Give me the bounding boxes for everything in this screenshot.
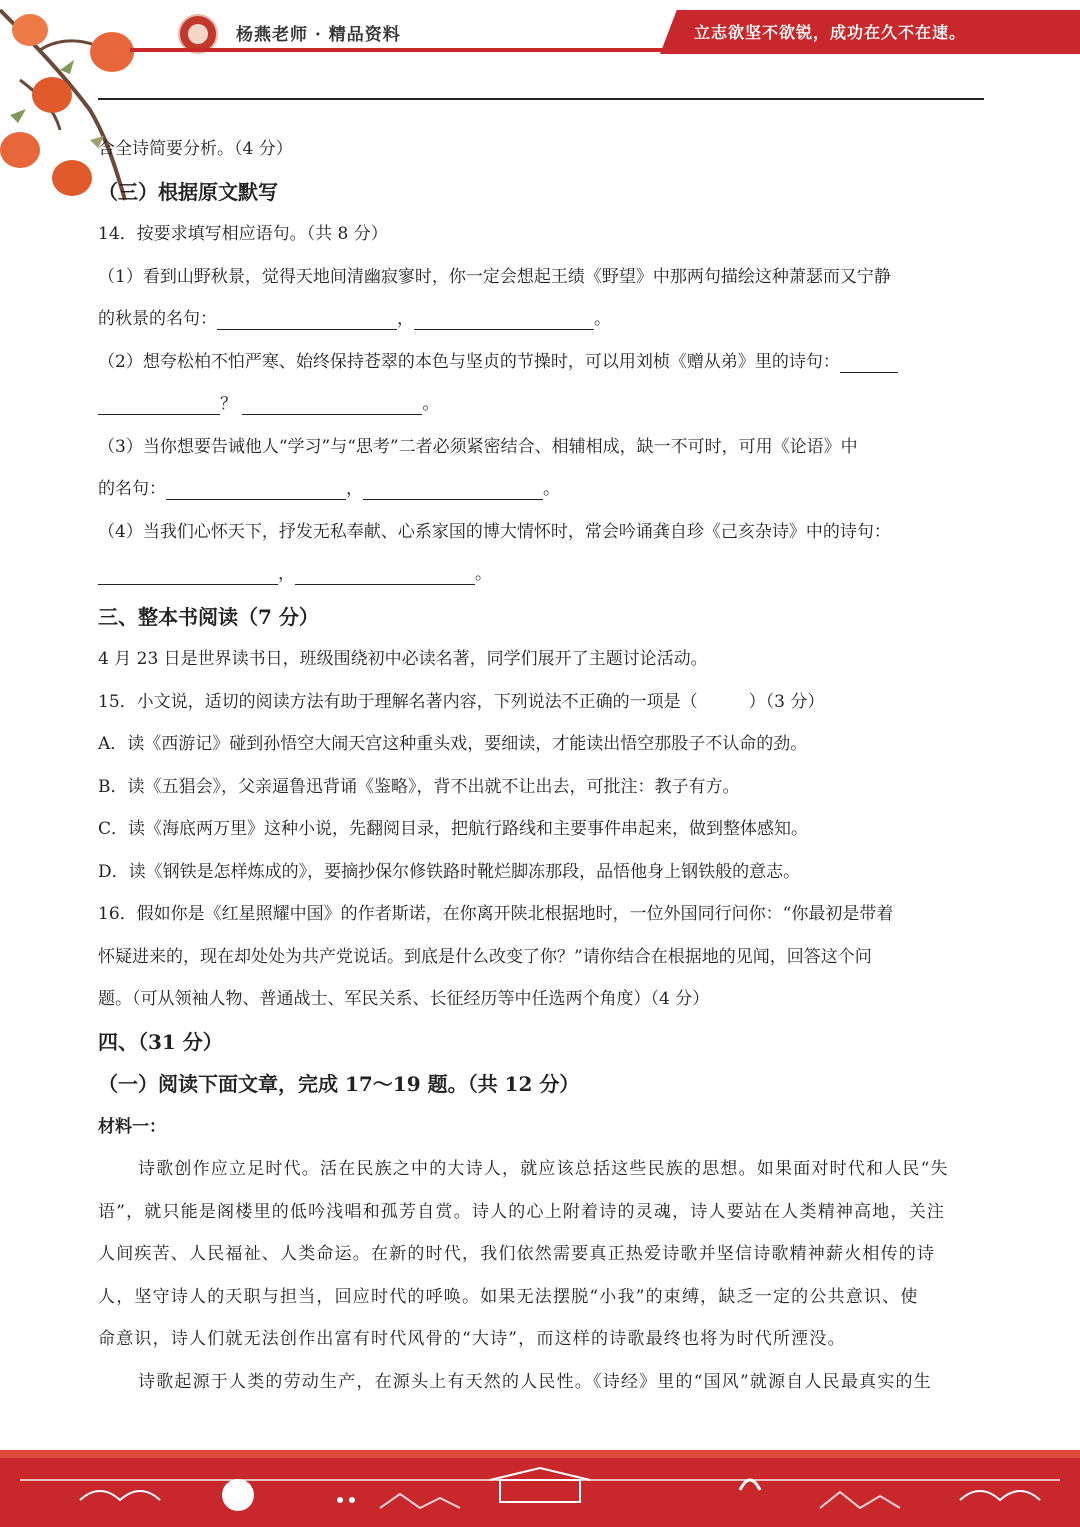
punct-span: 。 bbox=[475, 564, 492, 584]
fill-line bbox=[98, 468, 984, 511]
answer-rule bbox=[98, 98, 984, 100]
punct-span: ？ bbox=[220, 394, 237, 414]
punct-span: ， bbox=[346, 479, 363, 499]
passage-line: 诗歌创作应立足时代。活在民族之中的大诗人，就应该总括这些民族的思想。如果面对时代和人民“失 bbox=[138, 1159, 949, 1179]
fill-line bbox=[98, 298, 984, 341]
text-line: 4 月 23 日是世界读书日，班级围绕初中必读名著，同学们展开了主题讨论活动。 bbox=[98, 649, 708, 669]
passage-line: 语”，就只能是阁楼里的低吟浅唱和孤芳自赏。诗人的心上附着诗的灵魂，诗人要站在人类精神高地，关注 bbox=[98, 1201, 946, 1222]
text-span: 的秋景的名句： bbox=[98, 309, 217, 329]
text-line: （3）当你想要告诫他人“学习”与“思考”二者必须紧密结合、相辅相成，缺一不可时，可用《论语》中 bbox=[98, 436, 858, 457]
answer-blank[interactable] bbox=[242, 392, 422, 415]
question-stem: 16．假如你是《红星照耀中国》的作者斯诺，在你离开陕北根据地时，一位外国同行问你：“你最初是带着 bbox=[98, 904, 894, 924]
punct-span: 。 bbox=[543, 479, 560, 499]
option-d[interactable]: D．读《钢铁是怎样炼成的》，要摘抄保尔修铁路时靴烂脚冻那段，品悟他身上钢铁般的意志。 bbox=[98, 861, 801, 882]
question-stem: 14．按要求填写相应语句。（共 8 分） bbox=[98, 224, 388, 244]
section-heading: （一）阅读下面文章，完成 17～19 题。（共 12 分） bbox=[98, 1072, 580, 1096]
text-line: 题。（可从领袖人物、普通战士、军民关系、长征经历等中任选两个角度）（4 分） bbox=[98, 989, 710, 1009]
punct-span: ， bbox=[278, 564, 295, 584]
text-line bbox=[98, 341, 984, 384]
answer-blank[interactable] bbox=[166, 477, 346, 500]
text-line: （1）看到山野秋景，觉得天地间清幽寂寥时，你一定会想起王绩《野望》中那两句描绘这种萧瑟而又宁静 bbox=[98, 266, 891, 287]
option-c[interactable]: C．读《海底两万里》这种小说，先翻阅目录，把航行路线和主要事件串起来，做到整体感知。 bbox=[98, 819, 809, 839]
passage-line: 诗歌起源于人类的劳动生产，在源头上有天然的人民性。《诗经》里的“国风”就源自人民最真实的生 bbox=[138, 1371, 932, 1392]
answer-blank[interactable] bbox=[217, 307, 397, 330]
page-header bbox=[0, 0, 1080, 60]
punct-span: 。 bbox=[422, 394, 440, 414]
passage-line: 命意识，诗人们就无法创作出富有时代风骨的“大诗”，而这样的诗歌最终也将为时代所湮没。 bbox=[98, 1329, 846, 1349]
text-line: （4）当我们心怀天下，抒发无私奉献、心系家国的博大情怀时，常会吟诵龚自珍《己亥杂诗》中的诗句： bbox=[98, 521, 891, 542]
answer-blank[interactable] bbox=[98, 562, 278, 585]
page-footer-decoration bbox=[0, 1440, 1080, 1527]
header-brand: 杨燕老师 · 精品资料 bbox=[236, 25, 401, 45]
text-line: 合全诗简要分析。（4 分） bbox=[98, 139, 293, 159]
text-span: （2）想夸松柏不怕严寒、始终保持苍翠的本色与坚贞的节操时，可以用刘桢《赠从弟》里的诗句： bbox=[98, 351, 840, 372]
passage-line: 人间疾苦、人民福祉、人类命运。在新的时代，我们依然需要真正热爱诗歌并坚信诗歌精神薪火相传的诗 bbox=[98, 1244, 936, 1264]
material-label: 材料一： bbox=[98, 1116, 166, 1137]
document-body bbox=[98, 128, 984, 1403]
answer-blank[interactable] bbox=[295, 562, 475, 585]
answer-blank[interactable] bbox=[840, 350, 898, 373]
header-line bbox=[130, 48, 690, 52]
option-b[interactable]: B．读《五猖会》，父亲逼鲁迅背诵《鉴略》，背不出就不让出去，可批注：教子有方。 bbox=[98, 776, 740, 797]
answer-blank[interactable] bbox=[414, 307, 594, 330]
answer-blank[interactable] bbox=[98, 392, 220, 415]
punct-span: ， bbox=[397, 309, 414, 329]
text-span: 的名句： bbox=[98, 479, 166, 499]
punct-span: 。 bbox=[594, 309, 611, 329]
section-heading: （三）根据原文默写 bbox=[98, 179, 278, 204]
fill-line bbox=[98, 383, 984, 426]
option-a[interactable]: A．读《西游记》碰到孙悟空大闹天宫这种重头戏，要细读，才能读出悟空那股子不认命的劲。 bbox=[98, 734, 808, 754]
header-motto: 立志欲坚不欲锐，成功在久不在速。 bbox=[694, 23, 967, 42]
text-line: 怀疑进来的，现在却处处为共产党说话。到底是什么改变了你？”请你结合在根据地的见闻，回答这个问 bbox=[98, 946, 872, 967]
passage-line: 人，坚守诗人的天职与担当，回应时代的呼唤。如果无法摆脱“小我”的束缚，缺乏一定的公共意识、使 bbox=[98, 1286, 919, 1307]
section-heading: 三、整本书阅读（7 分） bbox=[98, 604, 319, 629]
fill-line bbox=[98, 553, 984, 596]
answer-blank[interactable] bbox=[363, 477, 543, 500]
question-stem: 15．小文说，适切的阅读方法有助于理解名著内容，下列说法不正确的一项是（ ）（3 分） bbox=[98, 691, 825, 712]
section-heading: 四、（31 分） bbox=[98, 1029, 223, 1054]
